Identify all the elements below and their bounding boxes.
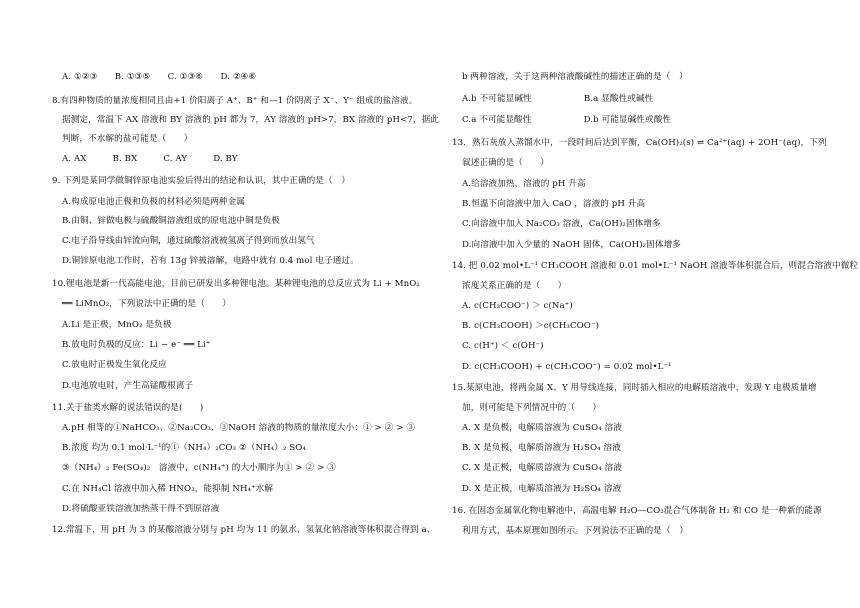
left-text-line: A.pH 相等的①NaHCO₃、②Na₂CO₃、③NaOH 溶液的物质的量浓度大小：① > ② > ③ <box>62 423 416 433</box>
right-text-line: 14. 把 0.02 mol•L⁻¹ CH₃COOH 溶液和 0.01 mol•L⁻¹ NaOH 溶液等体积混合后，则混合溶液中微粒 <box>452 261 859 271</box>
left-text-line: C.在 NH₄Cl 溶液中加入稀 HNO₃，能抑制 NH₄⁺水解 <box>62 484 274 494</box>
left-text-line: 8.有四种物质的量浓度相同且由+1 价阳离子 A⁺、B⁺ 和—1 价阴离子 X⁻、Y⁻ 组成的盐溶液。 <box>52 96 418 106</box>
right-text-line: 浓度关系正确的是（ ） <box>462 281 567 291</box>
right-text-line: 16. 在固态金属氧化物电解池中，高温电解 H₂O—CO₂混合气体制备 H₂ 和 CO 是一种新的能源 <box>452 506 822 516</box>
left-text-line: B.由铜、锌做电极与硫酸铜溶液组成的原电池中铜是负极 <box>62 216 280 226</box>
left-text-line: 11.关于盐类水解的说法错误的是( ) <box>52 403 204 413</box>
left-text-line: ③（NH₄）₂ Fe(SO₄)₂ 溶液中，c(NH₄⁺) 的大小顺序为① > ② > ③ <box>62 463 336 473</box>
right-text-line: 15.某原电池，将两金属 X、Y 用导线连接，同时插入相应的电解质溶液中，发现 Y 电极质量增 <box>452 383 817 393</box>
left-text-line: D.电池放电时，产生高锰酸根离子 <box>62 381 194 391</box>
left-text-line: A.构成原电池正极和负极的材料必须是两种金属 <box>62 197 246 207</box>
left-text-line: C.放电时正极发生氧化反应 <box>62 360 167 370</box>
right-text-line: A.给溶液加热，溶液的 pH 升高 <box>462 179 586 189</box>
right-text-line: A.b 不可能显碱性 B.a 显酸性或碱性 <box>462 94 654 104</box>
right-text-line: C.向溶液中加入 Na₂CO₃ 溶液，Ca(OH)₂固体增多 <box>462 219 661 229</box>
left-text-line: A.Li 是正极，MnO₂ 是负极 <box>62 320 172 330</box>
right-text-line: B. c(CH₃COOH) ＞c(CH₃COO⁻) <box>462 321 600 331</box>
right-text-line: B. X 是负极，电解质溶液为 H₂SO₄ 溶液 <box>462 443 621 453</box>
right-text-line: 叙述正确的是（ ） <box>462 158 549 168</box>
left-text-line: C.电子沿导线由锌流向铜，通过硫酸溶液被氢离子得到而放出氢气 <box>62 236 315 246</box>
right-text-line: A. c(CH₃COO⁻) ＞ c(Na⁺) <box>462 301 573 311</box>
right-text-line: D.向溶液中加入少量的 NaOH 固体，Ca(OH)₂固体增多 <box>462 240 681 250</box>
left-text-line: A. ①②③ B. ①③⑤ C. ①③⑥ D. ②④⑥ <box>62 72 257 82</box>
right-text-line: 利用方式，基本原理如图所示。下列说法不正确的是（ ） <box>462 526 689 536</box>
left-text-line: 10.锂电池是新一代高能电池，目前已研发出多种锂电池。某种锂电池的总反应式为 Li + MnO₂ <box>52 279 420 289</box>
left-text-line: A. AX B. BX C. AY D. BY <box>62 154 238 164</box>
right-text-line: b 两种溶液，关于这两种溶液酸碱性的描述正确的是（ ） <box>462 72 688 82</box>
left-text-line: D.铜锌原电池工作时，若有 13g 锌被溶解，电路中就有 0.4 mol 电子通过。 <box>62 256 359 266</box>
right-text-line: D. c(CH₃COOH) + c(CH₃COO⁻) = 0.02 mol•L⁻¹ <box>462 362 672 372</box>
right-text-line: A. X 是负极，电解质溶液为 CuSO₄ 溶液 <box>462 423 622 433</box>
left-text-line: D.将硫酸亚铁溶液加热蒸干得不到原溶液 <box>62 504 220 514</box>
left-text-line: 9. 下列是某同学做铜锌原电池实验后得出的结论和认识，其中正确的是（ ） <box>52 176 351 186</box>
right-text-line: C. c(H⁺) ＜ c(OH⁻) <box>462 341 544 351</box>
left-text-line: 12.常温下，用 pH 为 3 的某酸溶液分别与 pH 均为 11 的氨水、氢氧化钠溶液等体积混合得到 a、 <box>52 525 436 535</box>
left-text-line: ══ LiMnO₂，下列说法中正确的是（ ） <box>62 299 231 309</box>
left-text-line: B.放电时负极的反应：Li − e⁻ ══ Li⁺ <box>62 340 211 350</box>
left-text-line: 判断，不水解的盐可能是（ ） <box>62 134 193 144</box>
left-text-line: B.浓度 均为 0.1 mol·L⁻¹的①（NH₄）₂CO₃ ②（NH₄）₂ SO₄ <box>62 443 306 453</box>
right-text-line: B.恒温下向溶液中加入 CaO ，溶液的 pH 升高 <box>462 199 646 209</box>
right-text-line: D. X 是正极，电解质溶液为 H₂SO₄ 溶液 <box>462 484 622 494</box>
right-text-line: C.a 不可能显酸性 D.b 可能显碱性或酸性 <box>462 115 672 125</box>
right-text-line: 13．熟石灰放入蒸馏水中，一段时间后达到平衡，Ca(OH)₂(s) ⇌ Ca²⁺(aq) + 2OH⁻(aq)，下列 <box>452 138 827 148</box>
right-text-line: 加，则可能是下列情况中的（ ） <box>462 403 602 413</box>
right-text-line: C. X 是正极，电解质溶液为 CuSO₄ 溶液 <box>462 463 623 473</box>
left-text-line: 据测定，常温下 AX 溶液和 BY 溶液的 pH 都为 7，AY 溶液的 pH>7，BX 溶液的 pH<7，据此 <box>62 115 440 125</box>
